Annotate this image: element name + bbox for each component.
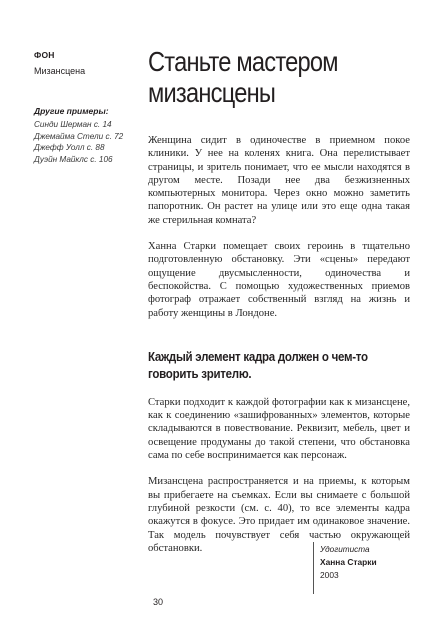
subheading: Каждый элемент кадра должен о чем-то говорить зрителю. — [148, 348, 368, 381]
paragraph: Ханна Старки помещает своих героинь в тщательно подготовленную обстановку. Эти «сцены» передают ощущение двусмысленности, одиночества и беспокойства. С помощью художественных приемов фотограф отражает собственный взгляд на жизнь и работу женщины в Лондоне. — [148, 241, 410, 319]
paragraph: Старки подходит к каждой фотографии как к мизансцене, как к соединению «зашифрованных» элементов, которые складываются в повествование. Реквизит, мебель, цвет и освещение продуманы до такой степени, что обстановка сама по себе воспринимается как персонаж. — [148, 396, 410, 462]
caption-author: Ханна Старки — [320, 557, 377, 567]
page-title: Станьте мастером мизансцены — [148, 46, 338, 108]
examples-list — [34, 119, 134, 165]
paragraph: Мизансцена распространяется и на приемы, к которым вы прибегаете на съемках. Если вы снимаете с большой глубиной резкости (см. с. 40), то все элементы кадра окажутся в фокусе. Это придает им одинаковое значение. Так модель почувствует себя частью окружающей обстановки. — [148, 476, 410, 554]
article — [148, 46, 410, 555]
sidebar — [34, 50, 134, 165]
caption-year: 2003 — [320, 570, 339, 580]
section-sublabel: Мизансцена — [34, 66, 86, 76]
section-label: ФОН — [34, 50, 55, 60]
other-examples — [34, 106, 134, 165]
image-caption — [313, 542, 377, 594]
paragraph: Женщина сидит в одиночестве в приемном покое клиники. У нее на коленях книга. Она перелистывает страницы, и зритель понимает, что ее мысли находятся в другом месте. Позади нее два безжизненных компьютерных монитора. Через окно можно заметить папоротник. Он растет на улице или это еще одна такая же стерильная комната? — [148, 135, 410, 226]
example-item: Джемайма Стели с. 72 — [34, 131, 124, 141]
caption-work: Удогитиста — [320, 545, 370, 554]
example-item: Синди Шерман с. 14 — [34, 120, 112, 129]
example-item: Дуэйн Майклс с. 106 — [34, 154, 113, 164]
other-examples-title: Другие примеры: — [34, 106, 109, 116]
example-item: Джефф Уолл с. 88 — [34, 143, 105, 152]
page-number: 30 — [153, 597, 164, 607]
